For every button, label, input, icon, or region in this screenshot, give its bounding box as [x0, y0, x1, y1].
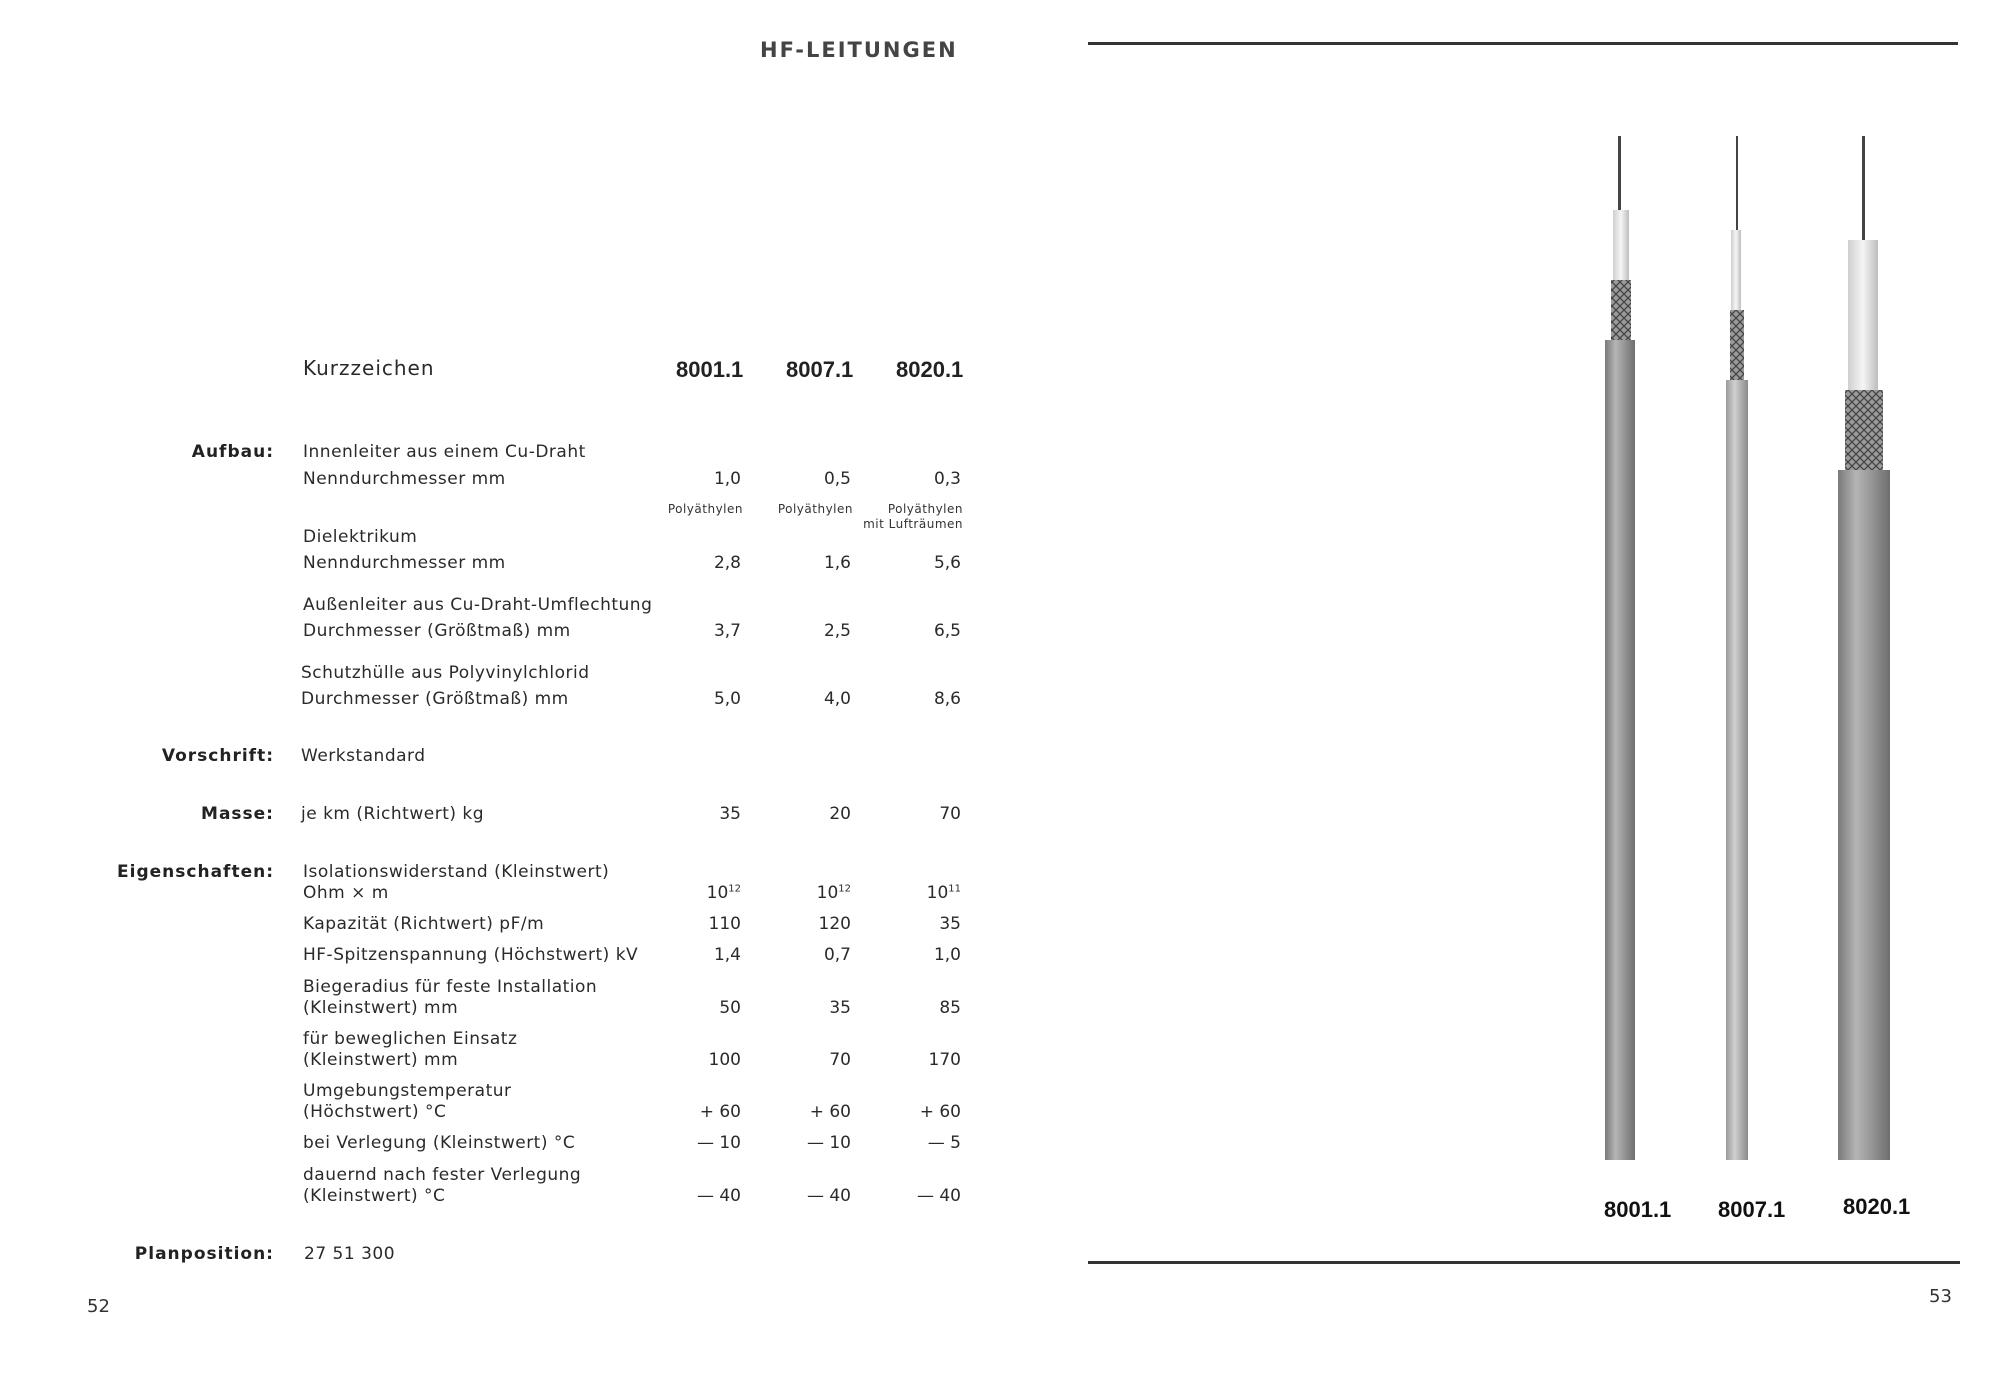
aussenleiter-label: Durchmesser (Größtmaß) mm: [303, 621, 571, 641]
innenleiter-value-1: 1,0: [713, 469, 741, 489]
temperatur-hoechst-line-1: Umgebungstemperatur: [303, 1081, 512, 1101]
masse-value-3: 70: [939, 804, 961, 824]
temperatur-hoechst-value-3: + 60: [919, 1102, 961, 1122]
schutzhuelle-title: Schutzhülle aus Polyvinylchlorid: [301, 663, 590, 683]
column-header-8001: 8001.1: [676, 357, 744, 382]
cable-8020: [1838, 136, 1890, 1160]
biegeradius-fest-value-2: 35: [829, 998, 851, 1018]
page-number-right: 53: [1929, 1286, 1952, 1307]
section-planposition: Planposition:: [134, 1244, 274, 1264]
schutzhuelle-value-3: 8,6: [933, 689, 961, 709]
cable-label-8020: 8020.1: [1843, 1194, 1911, 1219]
hf-spannung-label: HF-Spitzenspannung (Höchstwert) kV: [303, 945, 639, 965]
temperatur-dauernd-line-1: dauernd nach fester Verlegung: [303, 1165, 582, 1185]
dielektrikum-title: Dielektrikum: [303, 527, 418, 547]
innenleiter-title: Innenleiter aus einem Cu-Draht: [303, 442, 586, 462]
vorschrift-text: Werkstandard: [301, 746, 426, 766]
temperatur-hoechst-value-1: + 60: [699, 1102, 741, 1122]
temperatur-verlegung-value-1: — 10: [696, 1133, 741, 1153]
kapazitaet-value-3: 35: [939, 914, 961, 934]
section-eigenschaften: Eigenschaften:: [117, 862, 274, 882]
aussenleiter-value-3: 6,5: [933, 621, 961, 641]
cable-label-8007: 8007.1: [1718, 1197, 1786, 1222]
column-header-8007: 8007.1: [786, 357, 854, 382]
masse-value-1: 35: [719, 804, 741, 824]
isolation-value-1: $10^{12}$: [706, 883, 741, 903]
biegeradius-beweglich-value-1: 100: [708, 1050, 741, 1070]
isolation-line-1: Isolationswiderstand (Kleinstwert): [303, 862, 610, 882]
temperatur-hoechst-value-2: + 60: [809, 1102, 851, 1122]
isolation-value-2: $10^{12}$: [816, 883, 851, 903]
dielektrikum-material-2: Polyäthylen: [777, 502, 853, 516]
kapazitaet-value-2: 120: [818, 914, 851, 934]
top-rule: [1088, 42, 1958, 45]
cable-8007: [1726, 136, 1748, 1160]
kurzzeichen-label: Kurzzeichen: [303, 356, 435, 380]
hf-spannung-value-1: 1,4: [713, 945, 741, 965]
hf-spannung-value-3: 1,0: [933, 945, 961, 965]
temperatur-dauernd-value-1: — 40: [696, 1186, 741, 1206]
kapazitaet-label: Kapazität (Richtwert) pF/m: [303, 914, 545, 934]
schutzhuelle-value-1: 5,0: [713, 689, 741, 709]
schutzhuelle-label: Durchmesser (Größtmaß) mm: [301, 689, 569, 709]
temperatur-dauernd-value-2: — 40: [806, 1186, 851, 1206]
biegeradius-fest-line-2: (Kleinstwert) mm: [303, 998, 459, 1018]
aussenleiter-value-1: 3,7: [713, 621, 741, 641]
aussenleiter-title: Außenleiter aus Cu-Draht-Umflechtung: [303, 595, 653, 615]
bottom-rule: [1088, 1261, 1960, 1264]
cable-8001: [1605, 136, 1635, 1160]
hf-spannung-value-2: 0,7: [823, 945, 851, 965]
cable-label-8001: 8001.1: [1604, 1197, 1672, 1222]
dielektrikum-label: Nenndurchmesser mm: [303, 553, 506, 573]
biegeradius-beweglich-line-1: für beweglichen Einsatz: [303, 1029, 518, 1049]
page-header: HF-LEITUNGEN: [760, 38, 958, 62]
masse-value-2: 20: [829, 804, 851, 824]
masse-label: je km (Richtwert) kg: [301, 804, 485, 824]
isolation-value-3: $10^{11}$: [926, 883, 961, 903]
innenleiter-label: Nenndurchmesser mm: [303, 469, 506, 489]
biegeradius-fest-value-3: 85: [939, 998, 961, 1018]
dielektrikum-material-3: Polyäthylen mit Lufträumen: [863, 502, 963, 531]
dielektrikum-value-3: 5,6: [933, 553, 961, 573]
biegeradius-beweglich-line-2: (Kleinstwert) mm: [303, 1050, 459, 1070]
biegeradius-fest-line-1: Biegeradius für feste Installation: [303, 977, 598, 997]
page-number-left: 52: [87, 1296, 110, 1317]
column-header-8020: 8020.1: [896, 357, 964, 382]
innenleiter-value-3: 0,3: [933, 469, 961, 489]
section-masse: Masse:: [201, 804, 274, 824]
cable-photo: [1580, 130, 1910, 1180]
temperatur-verlegung-value-3: — 5: [927, 1133, 961, 1153]
dielektrikum-value-1: 2,8: [713, 553, 741, 573]
biegeradius-beweglich-value-3: 170: [928, 1050, 961, 1070]
biegeradius-beweglich-value-2: 70: [829, 1050, 851, 1070]
section-vorschrift: Vorschrift:: [161, 746, 274, 766]
aussenleiter-value-2: 2,5: [823, 621, 851, 641]
section-aufbau: Aufbau:: [191, 442, 274, 462]
planposition-text: 27 51 300: [304, 1244, 396, 1264]
schutzhuelle-value-2: 4,0: [823, 689, 851, 709]
temperatur-verlegung-value-2: — 10: [806, 1133, 851, 1153]
temperatur-dauernd-value-3: — 40: [916, 1186, 961, 1206]
innenleiter-value-2: 0,5: [823, 469, 851, 489]
temperatur-verlegung-label: bei Verlegung (Kleinstwert) °C: [303, 1133, 576, 1153]
kapazitaet-value-1: 110: [708, 914, 741, 934]
temperatur-dauernd-line-2: (Kleinstwert) °C: [303, 1186, 446, 1206]
temperatur-hoechst-line-2: (Höchstwert) °C: [303, 1102, 447, 1122]
dielektrikum-value-2: 1,6: [823, 553, 851, 573]
isolation-line-2: Ohm × m: [303, 883, 389, 903]
biegeradius-fest-value-1: 50: [719, 998, 741, 1018]
dielektrikum-material-1: Polyäthylen: [667, 502, 743, 516]
